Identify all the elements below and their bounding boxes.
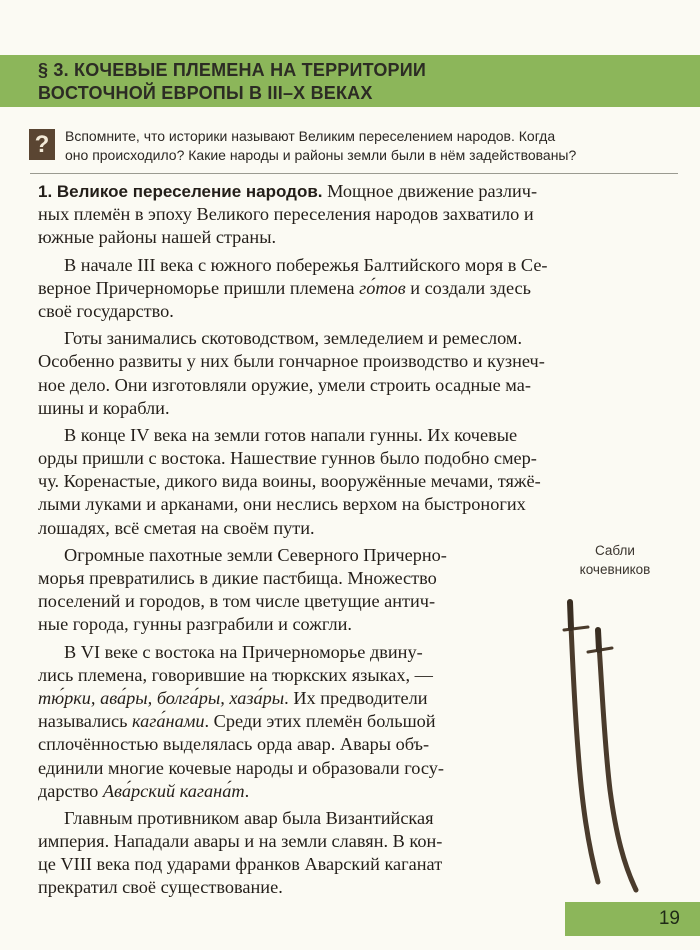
paragraph-5-line: ные города, гунны разграбили и сожгли.: [38, 614, 352, 635]
paragraph-6-line: лись племена, говорившие на тюркских языках, —: [38, 664, 433, 685]
paragraph-6-line: тю́рки, ава́ры, болга́ры, хаза́ры. Их предводители: [38, 687, 428, 708]
sabre-1-grip: [570, 602, 571, 628]
paragraph-1-line: ных племён в эпоху Великого переселения народов захватило и: [38, 204, 534, 225]
paragraph-3-line: ное дело. Они изготовляли оружие, умели строить осадные ма-: [38, 374, 531, 395]
paragraph-2-line: В начале III века с южного побережья Балтийского моря в Се-: [64, 254, 548, 275]
paragraph-1-line: 1. Великое переселение народов. Мощное движение различ-: [38, 181, 538, 201]
paragraph-4-line: лыми луками и арканами, они неслись верхом на быстроногих: [38, 494, 526, 515]
section-heading: 1. Великое переселение народов.: [38, 182, 323, 201]
paragraph-7-line: империя. Нападали авары и на земли славян. В кон-: [38, 831, 443, 852]
paragraph-7-line: це VIII века под ударами франков Аварский каганат: [38, 854, 443, 875]
question-line-2: оно происходило? Какие народы и районы земли были в нём задействованы?: [65, 147, 577, 163]
paragraph-1-line: южные районы нашей страны.: [38, 227, 277, 248]
review-question: [65, 127, 685, 165]
paragraph-4-line: чу. Коренастые, дикого вида воины, вооружённые мечами, тяжё-: [38, 471, 541, 492]
paragraph-2-line: своё государство.: [38, 300, 174, 321]
paragraph-4-line: В конце IV века на земли готов напали гунны. Их кочевые: [64, 424, 518, 445]
paragraph-5-line: морья превратились в дикие пастбища. Множество: [38, 568, 437, 588]
divider: [30, 173, 678, 174]
sabre-1-guard: [564, 627, 588, 630]
paragraph-6-line: дарство Ава́рский кагана́т.: [38, 780, 250, 801]
question-icon: ?: [29, 129, 55, 160]
main-text: [38, 180, 548, 900]
sabre-1: [570, 602, 598, 882]
caption-line-2: кочевников: [579, 562, 651, 577]
paragraph-4-line: лошадях, всё сметая на своём пути.: [38, 517, 315, 538]
term-tribes: тю́рки, ава́ры, болга́ры, хаза́ры: [38, 687, 285, 708]
paragraph-2-line: верное Причерноморье пришли племена го́тов и создали здесь: [38, 277, 531, 298]
sabres-illustration-icon: [540, 590, 670, 910]
chapter-title-line-1: § 3. КОЧЕВЫЕ ПЛЕМЕНА НА ТЕРРИТОРИИ: [38, 60, 427, 80]
sabre-2-grip: [598, 630, 599, 650]
term-kagans: кага́нами: [132, 711, 205, 732]
term-goths: го́тов: [359, 277, 406, 298]
figure-caption: [540, 541, 690, 579]
paragraph-6-line: сплочённостью выделялась орда авар. Авары объ-: [38, 734, 430, 755]
chapter-title: [38, 59, 426, 105]
paragraph-6-line: В VI веке с востока на Причерноморье двину-: [64, 641, 423, 662]
question-line-1: Вспомните, что историки называют Великим переселением народов. Когда: [65, 128, 556, 144]
chapter-title-line-2: ВОСТОЧНОЙ ЕВРОПЫ В III–X ВЕКАХ: [38, 83, 373, 103]
paragraph-5-line: поселений и городов, в том числе цветущие антич-: [38, 591, 436, 612]
page-number: 19: [658, 908, 680, 929]
paragraph-5-line: Огромные пахотные земли Северного Причерно-: [64, 544, 447, 565]
term-avar-khaganate: Ава́рский кагана́т: [102, 780, 245, 801]
paragraph-6-line: единили многие кочевые народы и образовали госу-: [38, 757, 444, 778]
paragraph-4-line: орды пришли с востока. Нашествие гуннов было подобно смер-: [38, 448, 537, 469]
caption-line-1: Сабли: [595, 543, 635, 558]
sabre-2: [598, 630, 636, 890]
paragraph-7-line: прекратил своё существование.: [38, 877, 283, 898]
paragraph-3-line: шины и корабли.: [38, 397, 170, 418]
paragraph-3-line: Особенно развиты у них были гончарное производство и кузнеч-: [38, 351, 545, 372]
paragraph-6-line: назывались кага́нами. Среди этих племён большой: [38, 711, 436, 732]
paragraph-3-line: Готы занимались скотоводством, земледелием и ремеслом.: [64, 328, 523, 349]
paragraph-7-line: Главным противником авар была Византийская: [64, 807, 434, 828]
